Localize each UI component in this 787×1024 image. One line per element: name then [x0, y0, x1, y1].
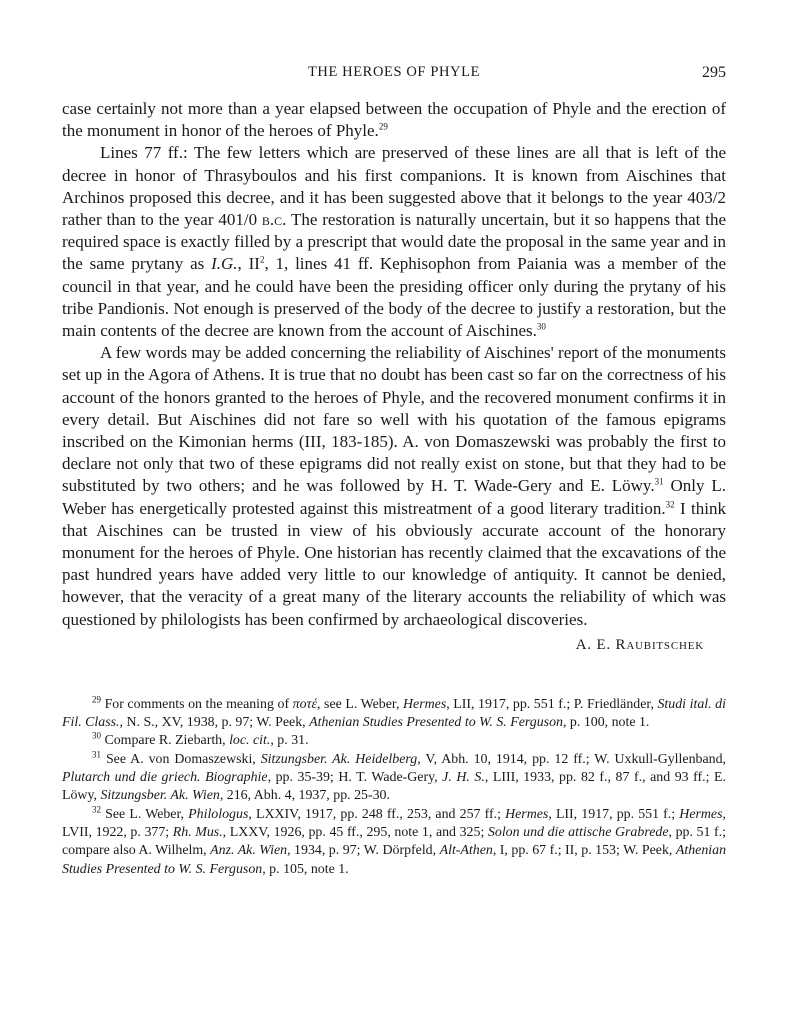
citation-italic: Studi ital. di Fil. Class. [62, 696, 726, 731]
era-abbreviation: b.c. [261, 210, 287, 230]
footnote-number: 29 [92, 694, 101, 705]
text-run: , p. 100, note 1. [562, 715, 650, 731]
author-surname: Raubitschek [615, 636, 704, 653]
citation-italic: Rh. Mus. [172, 824, 223, 840]
text-run: , 1934, p. 97; W. Dörpfeld, [287, 843, 440, 859]
page [62, 58, 726, 879]
text-run: Lines 77 ff.: The few letters which are preserved of these lines are all that is left of the decree in honor of Thrasyboulos and his first companions. It is known from Aischines that Archinos proposed this decree, and it has been suggested above that it belongs to the year 403/2 rather than to the year 401/0 [62, 143, 726, 230]
footnote-number: 30 [92, 730, 101, 741]
text-run: , LVII, 1922, p. 377; [62, 806, 726, 840]
footnote-ref-32: 32 [665, 499, 675, 509]
text-run: , LIII, 1933, pp. 82 f., 87 f., and 93 ff.; E. Löwy, [62, 770, 726, 804]
footnote-ref-31: 31 [654, 476, 664, 487]
paragraph-continuation [62, 98, 726, 142]
citation-italic: J. H. S. [442, 770, 485, 786]
text-run: A few words may be added concerning the reliability of Aischines' report of the monuments set up in the Agora of Athens. It is true that no doubt has been cast so far on the correctness of his account of the honors granted to the heroes of Phyle, and the recovered monument confirms it in every detail. But Aischines did not fare so well with his quotation of the famous epigrams inscribed on the Kimonian herms (III, 183-185). A. von Domaszewski was probably the first to declare not only that two of these epigrams did not really exist on stone, but that they had to be substituted by two others; and he was followed by H. T. Wade-Gery and E. Löwy. [62, 343, 726, 496]
running-title: THE HEROES OF PHYLE [307, 64, 481, 80]
text-run: For comments on the meaning of [101, 696, 293, 712]
text-run: See A. von Domaszewski, [101, 751, 261, 767]
author-initials: A. E. [575, 636, 616, 653]
text-run: Only L. Weber has energetically protested against this mistreatment of a good literary tradition. [62, 476, 726, 518]
text-run: , N. S., XV, 1938, p. 97; W. Peek, [119, 715, 310, 731]
greek-word: ποτέ [292, 696, 317, 712]
citation-italic: Sitzungsber. Ak. Heidelberg [260, 751, 418, 767]
text-run: , see L. Weber, [317, 696, 404, 712]
footnote-number: 32 [92, 804, 101, 815]
text-run: , pp. 35-39; H. T. Wade-Gery, [267, 770, 443, 786]
text-run: Compare R. Ziebarth, [101, 733, 230, 749]
paragraph-lines-77 [62, 142, 726, 342]
citation-italic: Sitzungsber. Ak. Wien [100, 788, 220, 804]
text-run: , 1, lines 41 ff. Kephisophon from Paiania was a member of the council in that year, and he could have been the presiding officer only during the prytany of his tribe Pandionis. Not enough is preserved of the body of the decree to justify a restoration, but the main contents of the decree are known from the account of Aischines. [62, 254, 727, 341]
citation-italic: Athenian Studies Presented to W. S. Ferguson [309, 715, 563, 731]
citation-italic: Hermes [505, 806, 549, 822]
running-head [62, 58, 726, 88]
superscript: 2 [259, 254, 265, 265]
text-run: , LII, 1917, pp. 551 f.; [548, 806, 680, 822]
footnote-32 [62, 806, 726, 879]
text-run: The restoration is naturally uncertain, but it so happens that the required space is exactly filled by a prescript that would date the proposal in the same year and in the same prytany as [62, 210, 727, 274]
body-text [62, 98, 726, 654]
citation-italic: Plutarch und die griech. Biographie [62, 770, 268, 786]
text-run: I think that Aischines can be trusted in view of his obviously accurate account of the honorary monument for the heroes of Phyle. One historian has recently claimed that the excavations of the past hundred years have added very little to our knowledge of antiquity. It cannot be denied, however, that the veracity of a great many of the literary accounts the reliability of which was questioned by philologists has been confirmed by archaeological discoveries. [62, 498, 727, 629]
text-run: , p. 105, note 1. [262, 861, 349, 877]
author-signature [62, 637, 726, 654]
citation-italic: Hermes [679, 806, 723, 822]
citation-italic: Athenian Studies Presented to W. S. Ferguson [62, 843, 727, 877]
text-run: , LXXV, 1926, pp. 45 ff., 295, note 1, and 325; [222, 824, 488, 840]
text-run: case certainly not more than a year elapsed between the occupation of Phyle and the erection of the monument in honor of the heroes of Phyle. [62, 99, 726, 141]
citation-italic: Alt-Athen [439, 843, 493, 859]
citation-italic: Philologus [188, 806, 249, 822]
footnote-ref-29: 29 [378, 121, 388, 132]
footnote-29 [62, 696, 726, 733]
citation-italic: I.G. [211, 254, 238, 274]
text-run: , p. 31. [270, 733, 309, 749]
text-run: , I, pp. 67 f.; II, p. 153; W. Peek, [492, 843, 676, 859]
footnote-ref-30: 30 [536, 321, 546, 332]
text-run: , LII, 1917, pp. 551 f.; P. Friedländer, [446, 696, 658, 712]
text-run: , 216, Abh. 4, 1937, pp. 25-30. [219, 788, 390, 804]
text-run: , pp. 51 f.; compare also A. Wilhelm, [62, 824, 726, 859]
text-run: See L. Weber, [101, 806, 189, 822]
footnotes [62, 696, 726, 879]
citation-italic: Anz. Ak. Wien [210, 843, 288, 859]
footnote-number: 31 [92, 749, 101, 760]
text-run: , LXXIV, 1917, pp. 248 ff., 253, and 257 ff.; [248, 806, 506, 822]
citation-italic: Hermes [403, 696, 447, 712]
citation-italic: Solon und die attische Grabrede [487, 824, 669, 840]
footnote-31 [62, 751, 726, 806]
citation-italic: loc. cit. [229, 733, 271, 749]
text-run: , V, Abh. 10, 1914, pp. 12 ff.; W. Uxkull-Gyllenband, [417, 751, 726, 767]
paragraph-reliability [62, 342, 726, 631]
page-number: 295 [702, 64, 726, 81]
footnote-30 [62, 732, 726, 750]
text-run: , II [237, 254, 260, 274]
